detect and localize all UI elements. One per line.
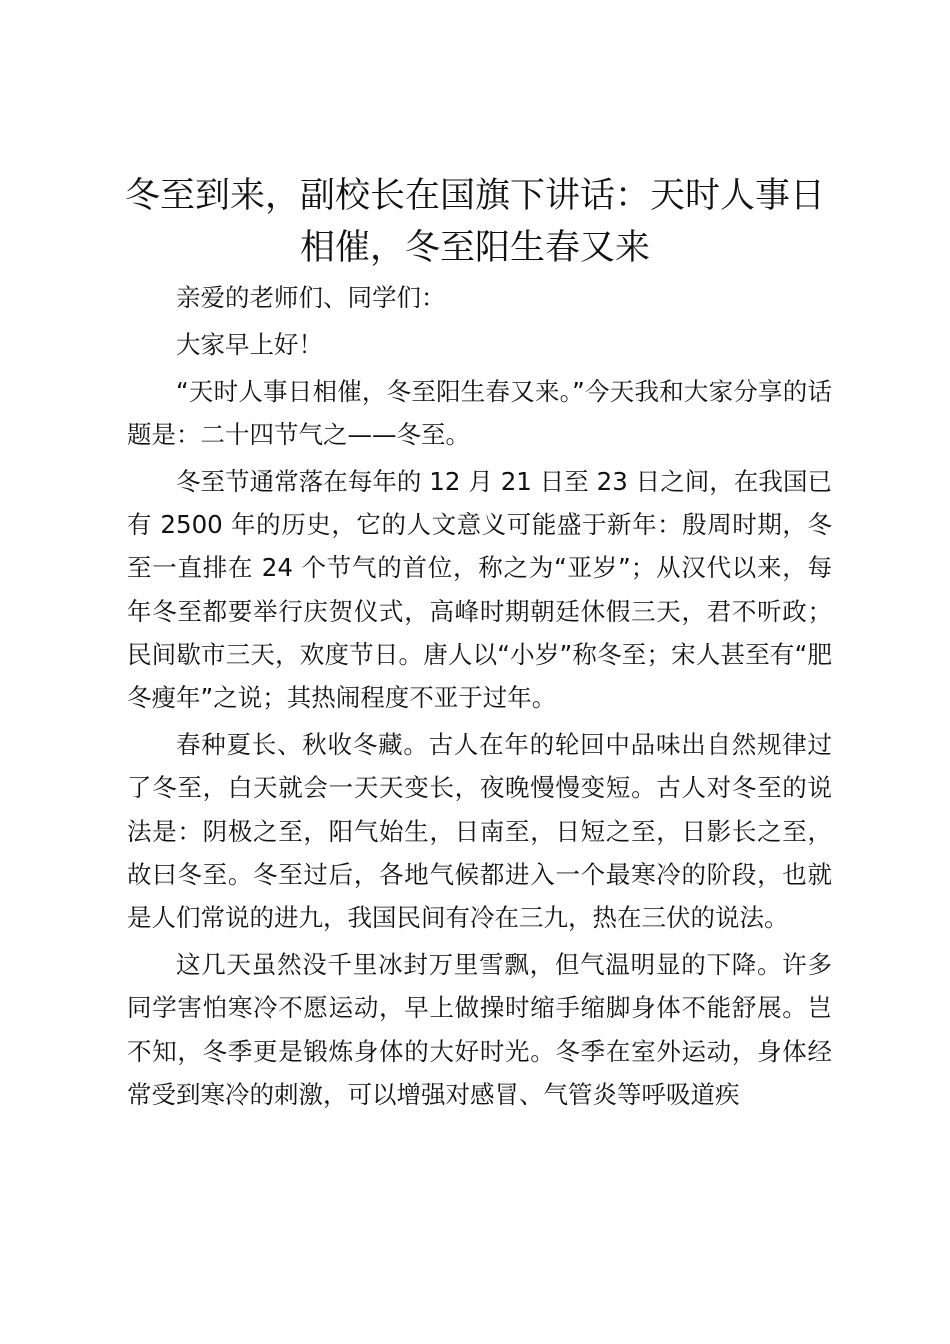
poem-intro-paragraph: “天时人事日相催，冬至阳生春又来。”今天我和大家分享的话题是：二十四节气之——冬至。 xyxy=(127,376,832,449)
seasons-paragraph: 春种夏长、秋收冬藏。古人在年的轮回中品味出自然规律过了冬至，白天就会一天天变长，夜晚慢慢变短。古人对冬至的说法是：阴极之至，阳气始生，日南至，日短之至，日影长之至，故曰冬至。冬至过后，各地气候都进入一个最寒冷的阶段，也就是人们常说的进九，我国民间有冷在三九，热在三伏的说法。 xyxy=(127,729,832,933)
document-body xyxy=(127,276,832,1116)
history-paragraph: 冬至节通常落在每年的 12 月 21 日至 23 日之间，在我国已有 2500 年的历史，它的人文意义可能盛于新年：殷周时期，冬至一直排在 24 个节气的首位，称之为“亚岁”；从汉代以来，每年冬至都要举行庆贺仪式，高峰时期朝廷休假三天，君不听政；民间歇市三天，欢度节日。唐人以“小岁”称冬至；宋人甚至有“肥冬瘦年”之说；其热闹程度不亚于过年。 xyxy=(127,466,832,713)
document-title: 冬至到来，副校长在国旗下讲话：天时人事日相催，冬至阳生春又来 xyxy=(124,176,825,268)
exercise-paragraph: 这几天虽然没千里冰封万里雪飘，但气温明显的下降。许多同学害怕寒冷不愿运动，早上做操时缩手缩脚身体不能舒展。岂不知，冬季更是锻炼身体的大好时光。冬季在室外运动，身体经常受到寒冷的刺激，可以增强对感冒、气管炎等呼吸道疾 xyxy=(127,949,832,1109)
greeting-paragraph: 亲爱的老师们、同学们： xyxy=(176,283,446,312)
good-morning-paragraph: 大家早上好！ xyxy=(176,329,323,359)
